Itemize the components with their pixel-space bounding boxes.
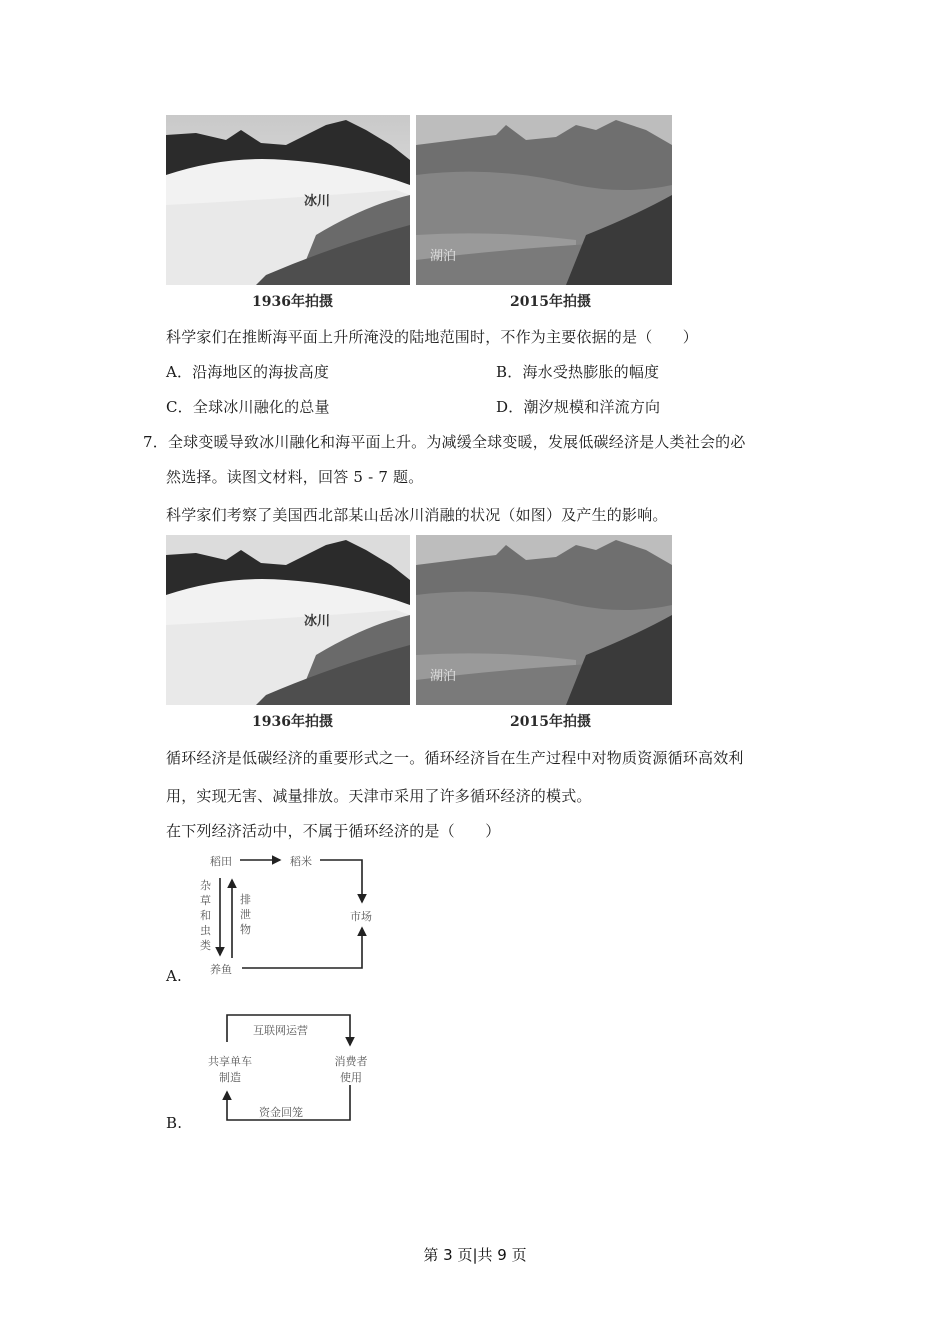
node-consumer-use: 消费者 使用: [334, 1055, 368, 1084]
question-number: 7．: [143, 433, 168, 451]
option-text: 海水受热膨胀的幅度: [522, 363, 660, 381]
lake-label: 湖泊: [430, 669, 457, 684]
option-text: 全球冰川融化的总量: [192, 398, 330, 416]
option-key: B．: [496, 363, 523, 381]
question-7-line3: 科学家们考察了美国西北部某山岳冰川消融的状况（如图）及产生的影响。: [166, 506, 668, 524]
option-b-key[interactable]: B.: [166, 1114, 183, 1132]
option-b-diagram: [195, 1010, 395, 1130]
q6-option-d[interactable]: [496, 397, 660, 417]
glacier-photo-1936: [166, 115, 410, 285]
label-fund-return: 资金回笼: [259, 1106, 303, 1119]
caption-2015: 2015年拍摄: [510, 294, 591, 310]
question-stem: 在下列经济活动中，不属于循环经济的是（ ）: [166, 822, 501, 840]
lake-label: 湖泊: [430, 249, 457, 264]
caption-1936: 1936年拍摄: [252, 294, 333, 310]
option-a-key[interactable]: A.: [166, 967, 183, 985]
option-key: A．: [166, 363, 193, 381]
glacier-label: 冰川: [304, 194, 331, 209]
option-text: 沿海地区的海拔高度: [192, 363, 330, 381]
label-weeds-insects: 杂 草 和 虫 类: [200, 879, 211, 952]
q6-option-b[interactable]: [496, 362, 659, 382]
node-fish: 养鱼: [210, 963, 232, 976]
lake-photo-2015: [416, 535, 672, 705]
glacier-photo-pair-1: [166, 115, 672, 310]
question-7-line2: 然选择。读图文材料，回答 5 - 7 题。: [166, 468, 424, 486]
node-paddy: 稻田: [210, 855, 232, 868]
caption-1936: 1936年拍摄: [252, 714, 333, 730]
paragraph-line2: 用，实现无害、减量排放。天津市采用了许多循环经济的模式。: [166, 787, 592, 805]
caption-2015: 2015年拍摄: [510, 714, 591, 730]
node-bike-manufacture: 共享单车 制造: [208, 1055, 252, 1084]
option-text: 潮汐规模和洋流方向: [523, 398, 661, 416]
question-7-line1: [143, 432, 746, 452]
label-internet-operation: 互联网运营: [253, 1024, 308, 1037]
q6-option-c[interactable]: [166, 397, 330, 417]
paragraph-line1: 循环经济是低碳经济的重要形式之一。循环经济旨在生产过程中对物质资源循环高效利: [166, 749, 744, 767]
glacier-photo-pair-2: [166, 535, 672, 730]
lake-photo-2015: [416, 115, 672, 285]
glacier-label: 冰川: [304, 614, 331, 629]
option-a-diagram: [190, 850, 390, 980]
node-rice: 稻米: [290, 855, 312, 868]
glacier-photo-1936: [166, 535, 410, 705]
option-key: D．: [496, 398, 524, 416]
option-key: C．: [166, 398, 193, 416]
question-text: 全球变暖导致冰川融化和海平面上升。为减缓全球变暖，发展低碳经济是人类社会的必: [167, 433, 746, 451]
page-number: 第 3 页|共 9 页: [423, 1246, 527, 1264]
q6-option-a[interactable]: [166, 362, 329, 382]
question-6-stem: 科学家们在推断海平面上升所淹没的陆地范围时，不作为主要依据的是（ ）: [166, 328, 699, 346]
label-excreta: 排 泄 物: [240, 893, 251, 936]
node-market: 市场: [350, 910, 372, 923]
